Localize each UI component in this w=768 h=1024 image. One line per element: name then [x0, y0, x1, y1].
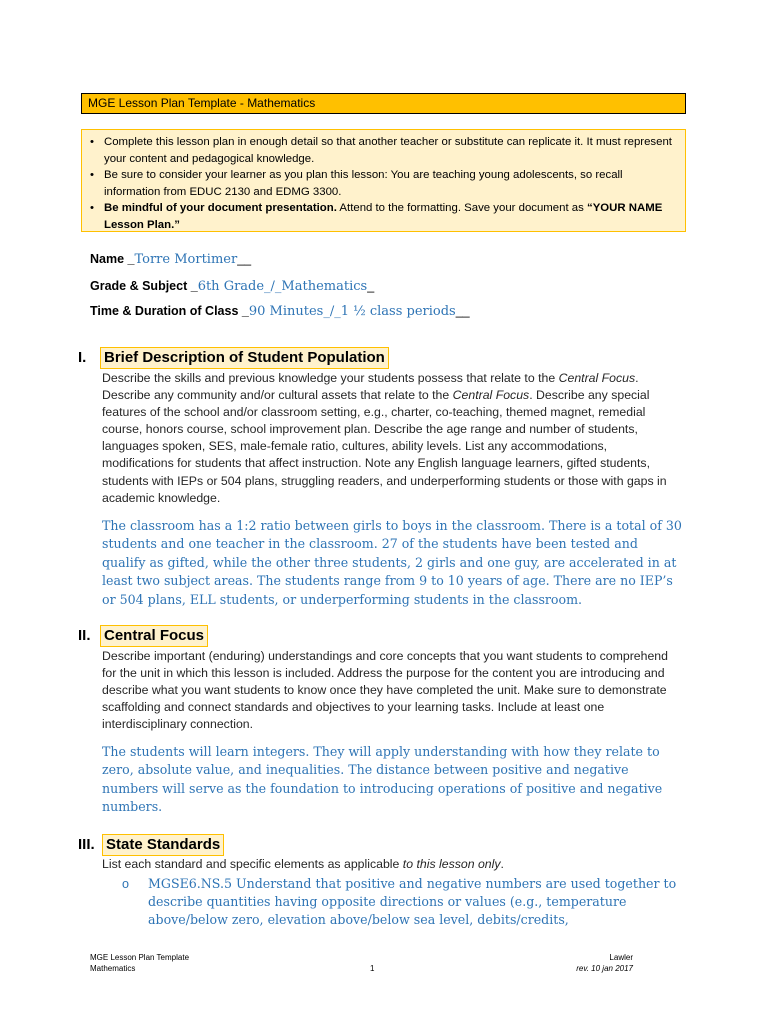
- name-tail: __: [237, 252, 252, 266]
- template-title-banner: [81, 93, 686, 114]
- description-text: . Describe any community and/or cultural assets that relate to the: [102, 371, 639, 403]
- bullet-icon: •: [90, 169, 94, 181]
- footer-left: [90, 952, 189, 974]
- footer-subject: Mathematics: [90, 964, 136, 973]
- section-title: State Standards: [102, 834, 224, 856]
- description-text: . Describe any special features of the school and/or classroom setting, e.g., charter, co-teaching, themed magnet, remedial course, honors course, school improvement plan. Describe the age range and number of students, languages spoken, SES, male-female ratio, cultures, ability levels. List any accommodations, modifications for students that affect instruction. Note any English language learners, gifted students, students with IEPs or 504 plans, struggling readers, and underperforming students or those with gaps in academic knowledge.: [102, 388, 667, 505]
- description-text: Describe the skills and previous knowledge your students possess that relate to the: [102, 371, 559, 385]
- footer-author: Lawler: [609, 953, 633, 962]
- description-italic: Central Focus: [558, 371, 636, 385]
- time-label: Time & Duration of Class _: [90, 304, 249, 318]
- bullet-icon: •: [90, 202, 94, 214]
- section-description: [102, 370, 682, 507]
- description-italic: to this lesson only: [402, 857, 501, 871]
- list-marker-icon: o: [122, 877, 130, 891]
- section-description: Describe important (enduring) understandings and core concepts that you want students to comprehend for the unit in which this lesson is included. Address the purpose for the content you are introducing and describe what you want students to know once they have completed the unit. Make sure to demonstrate scaffolding and connect standards and objectives to your learning tasks. Include at least one interdisciplinary connection.: [102, 649, 668, 732]
- section-heading-student-population: [78, 347, 389, 369]
- instruction-item: [90, 134, 677, 167]
- bullet-icon: •: [90, 136, 94, 148]
- section-answer[interactable]: The classroom has a 1:2 ratio between girls to boys in the classroom. There is a total of 30 students and one teacher in the classroom. 27 of the students have been tested and qualify as gifted, while the other three students, 2 girls and one guy, are accelerated in at least two subject areas. The students range from 9 to 10 years of age. There are no IEP’s or 504 plans, ELL students, or underperforming students in the classroom.: [102, 518, 682, 607]
- grade-subject-field: [90, 279, 374, 294]
- grade-label: Grade & Subject _: [90, 279, 198, 293]
- footer-right: [560, 952, 633, 974]
- page-number: 1: [370, 964, 375, 973]
- instruction-emphasis: “YOUR NAME Lesson Plan.”: [104, 202, 663, 231]
- instructions-box: [81, 129, 686, 232]
- description-text: .: [500, 857, 504, 871]
- section-number: II.: [78, 627, 91, 644]
- section-heading-central-focus: [78, 625, 208, 647]
- section-heading-state-standards: [78, 834, 224, 856]
- time-value[interactable]: 90 Minutes_/_1 ½ class periods: [248, 304, 456, 319]
- standard-item[interactable]: [122, 875, 682, 930]
- instruction-text: Attend to the formatting. Save your document as: [336, 202, 587, 214]
- section-title: Central Focus: [100, 625, 208, 647]
- section-description: [102, 856, 682, 873]
- footer-template-name: MGE Lesson Plan Template: [90, 953, 190, 962]
- instruction-item: [90, 167, 677, 200]
- description-text: List each standard and specific elements as applicable: [102, 857, 403, 871]
- name-label: Name _: [90, 252, 135, 266]
- template-title: MGE Lesson Plan Template - Mathematics: [88, 96, 316, 110]
- description-italic: Central Focus: [452, 388, 530, 403]
- name-value[interactable]: Torre Mortimer: [134, 252, 238, 267]
- footer-revision: rev. 10 jan 2017: [576, 964, 633, 973]
- grade-tail: _: [367, 279, 375, 293]
- grade-value[interactable]: 6th Grade_/_Mathematics: [197, 279, 368, 294]
- section-number: I.: [78, 349, 87, 366]
- name-field: [90, 252, 251, 267]
- instruction-text: Be sure to consider your learner as you plan this lesson: You are teaching young adolescents, so recall information from EDUC 2130 and EDMG 3300.: [104, 169, 623, 198]
- instruction-text: Complete this lesson plan in enough detail so that another teacher or substitute can replicate it. It must represent your content and pedagogical knowledge.: [104, 136, 672, 165]
- section-number: III.: [78, 836, 95, 853]
- instruction-emphasis: Be mindful of your document presentation.: [104, 202, 337, 214]
- time-tail: __: [455, 304, 470, 318]
- standard-text: MGSE6.NS.5 Understand that positive and negative numbers are used together to describe quantities having opposite directions or values (e.g., temperature above/below zero, elevation above/below sea level, debits/credits,: [148, 876, 677, 928]
- section-title: Brief Description of Student Population: [100, 347, 389, 369]
- time-duration-field: [90, 304, 470, 319]
- instruction-item: [90, 200, 677, 233]
- section-answer[interactable]: The students will learn integers. They will apply understanding with how they relate to zero, absolute value, and inequalities. The distance between positive and negative numbers will serve as the foundation to introducing operations of positive and negative numbers.: [102, 744, 663, 815]
